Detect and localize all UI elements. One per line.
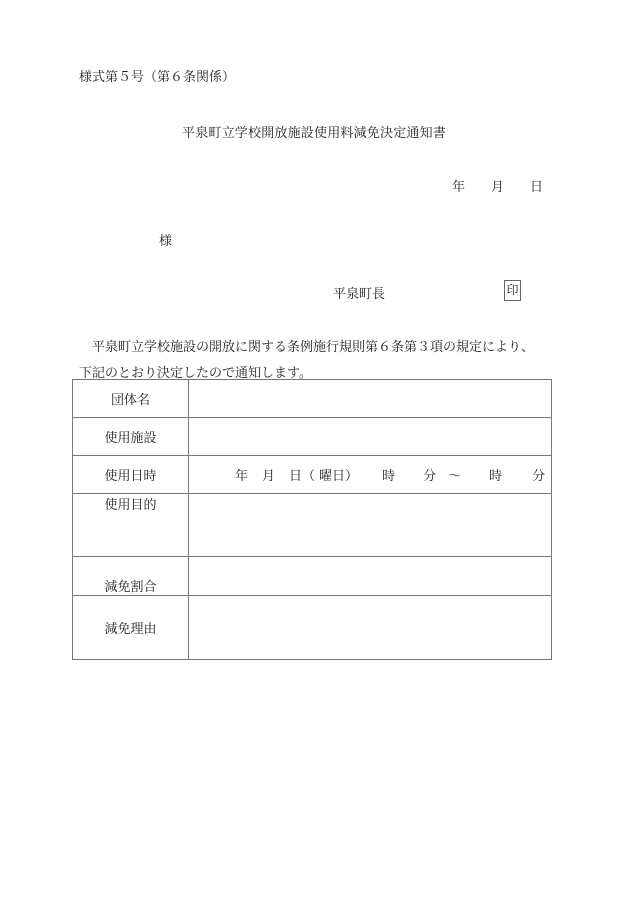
table-row-reduction-rate xyxy=(73,557,552,596)
table-row-datetime xyxy=(73,456,552,494)
label-reduction-rate: 減免割合 xyxy=(73,557,189,596)
label-facility: 使用施設 xyxy=(73,418,189,456)
dt-year: 年 xyxy=(235,469,249,484)
field-reduction-reason[interactable] xyxy=(189,596,552,660)
dt-hour-end: 時 xyxy=(489,469,503,484)
field-reduction-rate[interactable] xyxy=(189,557,552,596)
dt-day: 日（ xyxy=(289,469,316,484)
table-row-facility xyxy=(73,418,552,456)
year-label: 年 xyxy=(452,180,466,195)
dt-weekday: 曜日） xyxy=(319,469,359,484)
dt-minute-end: 分 xyxy=(532,469,546,484)
label-reduction-reason: 減免理由 xyxy=(73,596,189,660)
month-label: 月 xyxy=(491,180,505,195)
body-text-line-2: 下記のとおり決定したので通知します。 xyxy=(79,366,312,381)
label-purpose: 使用目的 xyxy=(73,494,189,557)
field-purpose[interactable] xyxy=(189,494,552,557)
table-row-purpose xyxy=(73,494,552,557)
document-title: 平泉町立学校開放施設使用料減免決定通知書 xyxy=(182,126,447,141)
dt-minute-start: 分 xyxy=(423,469,437,484)
table-row-reduction-reason xyxy=(73,596,552,660)
field-facility[interactable] xyxy=(189,418,552,456)
sender-name: 平泉町長 xyxy=(333,287,386,302)
detail-table xyxy=(72,379,552,660)
label-group-name: 団体名 xyxy=(73,380,189,418)
table-row-group-name xyxy=(73,380,552,418)
body-text-line-1: 平泉町立学校施設の開放に関する条例施行規則第６条第３項の規定により、 xyxy=(92,340,535,355)
form-number: 様式第５号（第６条関係） xyxy=(79,70,236,85)
issue-date xyxy=(452,176,543,195)
label-datetime: 使用日時 xyxy=(73,456,189,494)
seal-mark: 印 xyxy=(504,280,521,301)
field-group-name[interactable] xyxy=(189,380,552,418)
field-datetime[interactable] xyxy=(189,456,552,494)
dt-hour-start: 時 xyxy=(382,469,396,484)
recipient-suffix: 様 xyxy=(159,234,173,249)
day-label: 日 xyxy=(530,180,544,195)
dt-month: 月 xyxy=(262,469,276,484)
dt-tilde: ～ xyxy=(448,469,462,484)
